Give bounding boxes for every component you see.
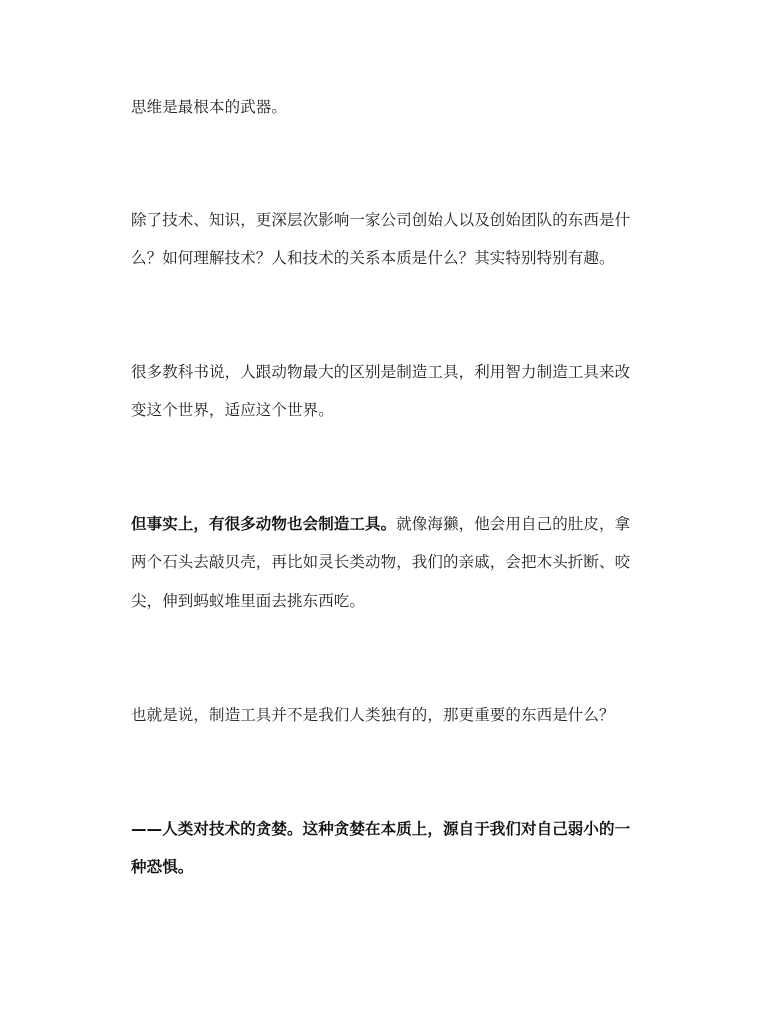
text-line	[131, 514, 630, 534]
bold-phrase: ——人类对技术的贪婪。这种贪婪在本质上，源自于我们对自己弱小的一	[131, 820, 631, 838]
text-line: 变这个世界，适应这个世界。	[131, 401, 334, 419]
text-line: 也就是说，制造工具并不是我们人类独有的，那更重要的东西是什么？	[131, 706, 615, 724]
text-line: 除了技术、知识，更深层次影响一家公司创始人以及创始团队的东西是什	[131, 211, 631, 229]
text-line: 思维是最根本的武器。	[131, 98, 288, 116]
text-line: 两个石头去敲贝壳，再比如灵长类动物，我们的亲戚，会把木头折断、咬	[131, 553, 631, 571]
bold-phrase: 种恐惧。	[131, 858, 194, 876]
text-line: 尖，伸到蚂蚁堆里面去挑东西吃。	[131, 592, 366, 610]
text-line	[131, 819, 630, 839]
text-line: 么？如何理解技术？人和技术的关系本质是什么？其实特别特别有趣。	[131, 249, 615, 267]
text-line: 很多教科书说，人跟动物最大的区别是制造工具，利用智力制造工具来改	[131, 363, 631, 381]
bold-phrase: 但事实上，有很多动物也会制造工具。	[131, 515, 397, 533]
text-span: 就像海獭，他会用自己的肚皮，拿	[396, 515, 631, 533]
text-line	[131, 857, 193, 877]
